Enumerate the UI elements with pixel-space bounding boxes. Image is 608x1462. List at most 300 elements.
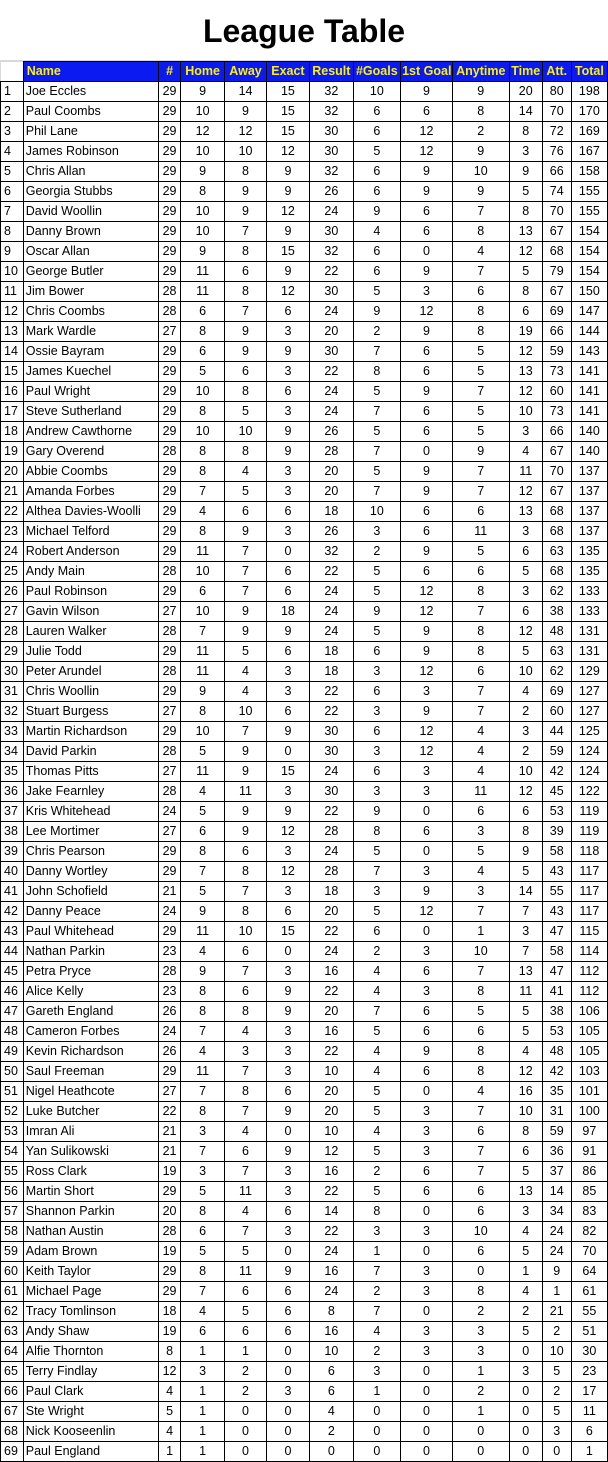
cell-row-number[interactable]: 26 — [1, 582, 24, 602]
cell-row-number[interactable]: 16 — [1, 382, 24, 402]
cell-attendance[interactable]: 53 — [542, 802, 571, 822]
cell-goals[interactable]: 6 — [353, 262, 401, 282]
cell-anytime[interactable]: 0 — [452, 1442, 509, 1462]
cell-first-goal[interactable]: 9 — [401, 82, 453, 102]
cell-attendance[interactable]: 38 — [542, 1002, 571, 1022]
table-row[interactable] — [1, 842, 608, 862]
cell-away[interactable]: 7 — [225, 542, 266, 562]
cell-played[interactable]: 28 — [159, 442, 181, 462]
cell-total[interactable]: 140 — [571, 442, 607, 462]
cell-first-goal[interactable]: 6 — [401, 962, 453, 982]
cell-time[interactable]: 8 — [509, 282, 542, 302]
cell-row-number[interactable]: 24 — [1, 542, 24, 562]
cell-attendance[interactable]: 62 — [542, 662, 571, 682]
cell-total[interactable]: 119 — [571, 822, 607, 842]
cell-home[interactable]: 5 — [180, 1242, 224, 1262]
cell-row-number[interactable]: 42 — [1, 902, 24, 922]
cell-attendance[interactable]: 59 — [542, 342, 571, 362]
cell-total[interactable]: 114 — [571, 942, 607, 962]
cell-first-goal[interactable]: 3 — [401, 1322, 453, 1342]
table-row[interactable] — [1, 82, 608, 102]
cell-home[interactable]: 11 — [180, 642, 224, 662]
cell-first-goal[interactable]: 0 — [401, 1442, 453, 1462]
cell-time[interactable]: 5 — [509, 1022, 542, 1042]
cell-time[interactable]: 6 — [509, 602, 542, 622]
cell-played[interactable]: 28 — [159, 622, 181, 642]
cell-exact[interactable]: 6 — [266, 1302, 309, 1322]
cell-total[interactable]: 51 — [571, 1322, 607, 1342]
cell-player-name[interactable]: Steve Sutherland — [23, 402, 158, 422]
cell-time[interactable]: 10 — [509, 402, 542, 422]
cell-row-number[interactable]: 56 — [1, 1182, 24, 1202]
cell-result[interactable]: 22 — [310, 702, 353, 722]
cell-result[interactable]: 16 — [310, 1262, 353, 1282]
cell-first-goal[interactable]: 0 — [401, 1422, 453, 1442]
cell-played[interactable]: 21 — [159, 1142, 181, 1162]
cell-player-name[interactable]: Paul Coombs — [23, 102, 158, 122]
cell-player-name[interactable]: Paul Whitehead — [23, 922, 158, 942]
cell-away[interactable]: 10 — [225, 142, 266, 162]
cell-result[interactable]: 28 — [310, 862, 353, 882]
cell-away[interactable]: 8 — [225, 162, 266, 182]
cell-exact[interactable]: 0 — [266, 1442, 309, 1462]
cell-anytime[interactable]: 9 — [452, 82, 509, 102]
cell-result[interactable]: 28 — [310, 822, 353, 842]
cell-anytime[interactable]: 4 — [452, 1082, 509, 1102]
cell-first-goal[interactable]: 6 — [401, 1182, 453, 1202]
cell-first-goal[interactable]: 9 — [401, 702, 453, 722]
cell-home[interactable]: 7 — [180, 482, 224, 502]
cell-home[interactable]: 6 — [180, 1222, 224, 1242]
cell-first-goal[interactable]: 6 — [401, 222, 453, 242]
cell-player-name[interactable]: Andy Main — [23, 562, 158, 582]
cell-row-number[interactable]: 40 — [1, 862, 24, 882]
cell-goals[interactable]: 7 — [353, 342, 401, 362]
cell-attendance[interactable]: 42 — [542, 1062, 571, 1082]
cell-time[interactable]: 3 — [509, 582, 542, 602]
cell-result[interactable]: 20 — [310, 322, 353, 342]
cell-result[interactable]: 18 — [310, 662, 353, 682]
cell-attendance[interactable]: 66 — [542, 422, 571, 442]
cell-time[interactable]: 13 — [509, 222, 542, 242]
cell-attendance[interactable]: 67 — [542, 442, 571, 462]
cell-away[interactable]: 6 — [225, 1282, 266, 1302]
cell-goals[interactable]: 6 — [353, 682, 401, 702]
cell-goals[interactable]: 5 — [353, 382, 401, 402]
cell-away[interactable]: 6 — [225, 1322, 266, 1342]
cell-anytime[interactable]: 3 — [452, 822, 509, 842]
cell-attendance[interactable]: 35 — [542, 1082, 571, 1102]
cell-played[interactable]: 29 — [159, 682, 181, 702]
cell-away[interactable]: 11 — [225, 1262, 266, 1282]
cell-away[interactable]: 7 — [225, 1102, 266, 1122]
cell-goals[interactable]: 6 — [353, 642, 401, 662]
cell-time[interactable]: 13 — [509, 1182, 542, 1202]
table-row[interactable] — [1, 902, 608, 922]
cell-first-goal[interactable]: 6 — [401, 822, 453, 842]
cell-player-name[interactable]: Lauren Walker — [23, 622, 158, 642]
cell-player-name[interactable]: Alfie Thornton — [23, 1342, 158, 1362]
cell-first-goal[interactable]: 9 — [401, 382, 453, 402]
cell-result[interactable]: 22 — [310, 262, 353, 282]
cell-time[interactable]: 0 — [509, 1382, 542, 1402]
cell-away[interactable]: 6 — [225, 842, 266, 862]
cell-goals[interactable]: 6 — [353, 182, 401, 202]
table-row[interactable] — [1, 282, 608, 302]
cell-result[interactable]: 24 — [310, 622, 353, 642]
cell-away[interactable]: 7 — [225, 222, 266, 242]
cell-time[interactable]: 8 — [509, 202, 542, 222]
cell-total[interactable]: 124 — [571, 742, 607, 762]
cell-total[interactable]: 91 — [571, 1142, 607, 1162]
cell-anytime[interactable]: 8 — [452, 302, 509, 322]
cell-first-goal[interactable]: 6 — [401, 402, 453, 422]
cell-player-name[interactable]: Stuart Burgess — [23, 702, 158, 722]
cell-goals[interactable]: 7 — [353, 1002, 401, 1022]
cell-row-number[interactable]: 2 — [1, 102, 24, 122]
cell-result[interactable]: 20 — [310, 462, 353, 482]
cell-goals[interactable]: 0 — [353, 1422, 401, 1442]
cell-goals[interactable]: 6 — [353, 122, 401, 142]
cell-time[interactable]: 9 — [509, 162, 542, 182]
cell-result[interactable]: 12 — [310, 1142, 353, 1162]
cell-result[interactable]: 24 — [310, 582, 353, 602]
cell-total[interactable]: 198 — [571, 82, 607, 102]
cell-anytime[interactable]: 4 — [452, 762, 509, 782]
cell-goals[interactable]: 9 — [353, 802, 401, 822]
cell-time[interactable]: 13 — [509, 502, 542, 522]
table-row[interactable] — [1, 622, 608, 642]
cell-exact[interactable]: 3 — [266, 1022, 309, 1042]
cell-first-goal[interactable]: 9 — [401, 162, 453, 182]
cell-exact[interactable]: 0 — [266, 942, 309, 962]
cell-goals[interactable]: 4 — [353, 1322, 401, 1342]
cell-played[interactable]: 29 — [159, 82, 181, 102]
cell-exact[interactable]: 3 — [266, 462, 309, 482]
cell-home[interactable]: 3 — [180, 1362, 224, 1382]
cell-row-number[interactable]: 57 — [1, 1202, 24, 1222]
cell-time[interactable]: 7 — [509, 942, 542, 962]
cell-attendance[interactable]: 1 — [542, 1282, 571, 1302]
cell-row-number[interactable]: 35 — [1, 762, 24, 782]
cell-exact[interactable]: 6 — [266, 502, 309, 522]
cell-total[interactable]: 112 — [571, 962, 607, 982]
cell-first-goal[interactable]: 3 — [401, 1282, 453, 1302]
cell-first-goal[interactable]: 12 — [401, 742, 453, 762]
cell-home[interactable]: 10 — [180, 382, 224, 402]
cell-total[interactable]: 127 — [571, 702, 607, 722]
cell-result[interactable]: 30 — [310, 122, 353, 142]
cell-time[interactable]: 12 — [509, 1062, 542, 1082]
cell-result[interactable]: 22 — [310, 1042, 353, 1062]
table-row[interactable] — [1, 982, 608, 1002]
cell-away[interactable]: 9 — [225, 202, 266, 222]
cell-goals[interactable]: 3 — [353, 702, 401, 722]
cell-exact[interactable]: 12 — [266, 822, 309, 842]
cell-home[interactable]: 5 — [180, 362, 224, 382]
cell-played[interactable]: 27 — [159, 822, 181, 842]
cell-exact[interactable]: 15 — [266, 762, 309, 782]
table-row[interactable] — [1, 1222, 608, 1242]
cell-anytime[interactable]: 9 — [452, 142, 509, 162]
cell-result[interactable]: 24 — [310, 762, 353, 782]
cell-first-goal[interactable]: 12 — [401, 122, 453, 142]
cell-exact[interactable]: 0 — [266, 1242, 309, 1262]
cell-total[interactable]: 118 — [571, 842, 607, 862]
cell-result[interactable]: 22 — [310, 1222, 353, 1242]
cell-row-number[interactable]: 7 — [1, 202, 24, 222]
cell-first-goal[interactable]: 12 — [401, 902, 453, 922]
cell-result[interactable]: 22 — [310, 1182, 353, 1202]
cell-exact[interactable]: 3 — [266, 362, 309, 382]
cell-total[interactable]: 131 — [571, 622, 607, 642]
cell-attendance[interactable]: 68 — [542, 522, 571, 542]
cell-first-goal[interactable]: 3 — [401, 942, 453, 962]
cell-result[interactable]: 18 — [310, 882, 353, 902]
cell-result[interactable]: 20 — [310, 1002, 353, 1022]
cell-home[interactable]: 6 — [180, 582, 224, 602]
cell-time[interactable]: 10 — [509, 662, 542, 682]
cell-time[interactable]: 11 — [509, 462, 542, 482]
cell-time[interactable]: 19 — [509, 322, 542, 342]
cell-played[interactable]: 27 — [159, 702, 181, 722]
cell-attendance[interactable]: 38 — [542, 602, 571, 622]
cell-result[interactable]: 20 — [310, 902, 353, 922]
cell-exact[interactable]: 15 — [266, 922, 309, 942]
header-name[interactable]: Name — [23, 62, 158, 82]
cell-row-number[interactable]: 9 — [1, 242, 24, 262]
cell-home[interactable]: 7 — [180, 1142, 224, 1162]
cell-goals[interactable]: 5 — [353, 462, 401, 482]
cell-attendance[interactable]: 24 — [542, 1222, 571, 1242]
cell-total[interactable]: 131 — [571, 642, 607, 662]
cell-played[interactable]: 29 — [159, 1282, 181, 1302]
cell-result[interactable]: 24 — [310, 942, 353, 962]
table-row[interactable] — [1, 1022, 608, 1042]
cell-goals[interactable]: 9 — [353, 202, 401, 222]
cell-anytime[interactable]: 8 — [452, 1282, 509, 1302]
cell-player-name[interactable]: Mark Wardle — [23, 322, 158, 342]
cell-home[interactable]: 3 — [180, 1162, 224, 1182]
cell-total[interactable]: 141 — [571, 402, 607, 422]
cell-home[interactable]: 6 — [180, 342, 224, 362]
cell-attendance[interactable]: 0 — [542, 1442, 571, 1462]
cell-attendance[interactable]: 69 — [542, 302, 571, 322]
cell-home[interactable]: 11 — [180, 762, 224, 782]
cell-played[interactable]: 29 — [159, 542, 181, 562]
cell-away[interactable]: 6 — [225, 262, 266, 282]
cell-result[interactable]: 32 — [310, 82, 353, 102]
cell-away[interactable]: 8 — [225, 1002, 266, 1022]
cell-time[interactable]: 5 — [509, 862, 542, 882]
cell-played[interactable]: 19 — [159, 1162, 181, 1182]
cell-first-goal[interactable]: 12 — [401, 722, 453, 742]
cell-exact[interactable]: 3 — [266, 1182, 309, 1202]
cell-goals[interactable]: 10 — [353, 502, 401, 522]
cell-away[interactable]: 8 — [225, 862, 266, 882]
cell-home[interactable]: 8 — [180, 702, 224, 722]
cell-time[interactable]: 12 — [509, 482, 542, 502]
cell-played[interactable]: 29 — [159, 142, 181, 162]
cell-exact[interactable]: 3 — [266, 682, 309, 702]
cell-player-name[interactable]: Kris Whitehead — [23, 802, 158, 822]
cell-result[interactable]: 10 — [310, 1062, 353, 1082]
cell-player-name[interactable]: Martin Short — [23, 1182, 158, 1202]
cell-goals[interactable]: 6 — [353, 762, 401, 782]
cell-goals[interactable]: 3 — [353, 1222, 401, 1242]
cell-anytime[interactable]: 6 — [452, 1202, 509, 1222]
cell-away[interactable]: 2 — [225, 1362, 266, 1382]
cell-player-name[interactable]: Thomas Pitts — [23, 762, 158, 782]
cell-goals[interactable]: 6 — [353, 922, 401, 942]
cell-exact[interactable]: 6 — [266, 642, 309, 662]
cell-row-number[interactable]: 37 — [1, 802, 24, 822]
cell-home[interactable]: 7 — [180, 1022, 224, 1042]
cell-first-goal[interactable]: 3 — [401, 1122, 453, 1142]
cell-time[interactable]: 4 — [509, 1222, 542, 1242]
cell-played[interactable]: 28 — [159, 742, 181, 762]
cell-total[interactable]: 119 — [571, 802, 607, 822]
cell-attendance[interactable]: 42 — [542, 762, 571, 782]
cell-result[interactable]: 26 — [310, 182, 353, 202]
cell-played[interactable]: 29 — [159, 502, 181, 522]
cell-row-number[interactable]: 62 — [1, 1302, 24, 1322]
cell-away[interactable]: 6 — [225, 362, 266, 382]
cell-away[interactable]: 7 — [225, 302, 266, 322]
cell-played[interactable]: 29 — [159, 122, 181, 142]
cell-time[interactable]: 12 — [509, 782, 542, 802]
cell-result[interactable]: 22 — [310, 982, 353, 1002]
header-anytime[interactable]: Anytime — [452, 62, 509, 82]
cell-goals[interactable]: 6 — [353, 242, 401, 262]
cell-total[interactable]: 117 — [571, 862, 607, 882]
cell-time[interactable]: 20 — [509, 82, 542, 102]
table-row[interactable] — [1, 1042, 608, 1062]
cell-time[interactable]: 11 — [509, 982, 542, 1002]
cell-row-number[interactable]: 64 — [1, 1342, 24, 1362]
cell-total[interactable]: 117 — [571, 882, 607, 902]
cell-anytime[interactable]: 4 — [452, 242, 509, 262]
cell-home[interactable]: 8 — [180, 1002, 224, 1022]
cell-first-goal[interactable]: 3 — [401, 1222, 453, 1242]
cell-exact[interactable]: 9 — [266, 982, 309, 1002]
table-row[interactable] — [1, 562, 608, 582]
cell-played[interactable]: 28 — [159, 282, 181, 302]
cell-row-number[interactable]: 11 — [1, 282, 24, 302]
cell-home[interactable]: 5 — [180, 742, 224, 762]
cell-player-name[interactable]: Ossie Bayram — [23, 342, 158, 362]
table-row[interactable] — [1, 662, 608, 682]
cell-home[interactable]: 8 — [180, 402, 224, 422]
cell-exact[interactable]: 3 — [266, 1042, 309, 1062]
cell-time[interactable]: 0 — [509, 1342, 542, 1362]
cell-played[interactable]: 12 — [159, 1362, 181, 1382]
cell-anytime[interactable]: 8 — [452, 1042, 509, 1062]
cell-attendance[interactable]: 45 — [542, 782, 571, 802]
cell-total[interactable]: 135 — [571, 562, 607, 582]
cell-home[interactable]: 8 — [180, 1202, 224, 1222]
cell-row-number[interactable]: 13 — [1, 322, 24, 342]
header-played[interactable]: # — [159, 62, 181, 82]
cell-away[interactable]: 2 — [225, 1382, 266, 1402]
cell-home[interactable]: 1 — [180, 1422, 224, 1442]
table-row[interactable] — [1, 262, 608, 282]
header-first-goal[interactable]: 1st Goal — [401, 62, 453, 82]
cell-attendance[interactable]: 62 — [542, 582, 571, 602]
cell-first-goal[interactable]: 0 — [401, 442, 453, 462]
cell-attendance[interactable]: 58 — [542, 942, 571, 962]
table-row[interactable] — [1, 1182, 608, 1202]
cell-result[interactable]: 22 — [310, 562, 353, 582]
cell-first-goal[interactable]: 9 — [401, 882, 453, 902]
cell-total[interactable]: 6 — [571, 1422, 607, 1442]
cell-row-number[interactable]: 18 — [1, 422, 24, 442]
cell-played[interactable]: 29 — [159, 202, 181, 222]
cell-time[interactable]: 6 — [509, 802, 542, 822]
cell-result[interactable]: 16 — [310, 962, 353, 982]
table-row[interactable] — [1, 1422, 608, 1442]
table-row[interactable] — [1, 522, 608, 542]
cell-anytime[interactable]: 10 — [452, 942, 509, 962]
cell-away[interactable]: 5 — [225, 642, 266, 662]
cell-goals[interactable]: 5 — [353, 562, 401, 582]
header-home[interactable]: Home — [180, 62, 224, 82]
cell-anytime[interactable]: 8 — [452, 102, 509, 122]
cell-attendance[interactable]: 5 — [542, 1362, 571, 1382]
cell-first-goal[interactable]: 9 — [401, 482, 453, 502]
cell-first-goal[interactable]: 0 — [401, 242, 453, 262]
table-row[interactable] — [1, 162, 608, 182]
cell-goals[interactable]: 7 — [353, 1302, 401, 1322]
cell-player-name[interactable]: Petra Pryce — [23, 962, 158, 982]
cell-time[interactable]: 12 — [509, 382, 542, 402]
cell-player-name[interactable]: Martin Richardson — [23, 722, 158, 742]
cell-anytime[interactable]: 4 — [452, 742, 509, 762]
cell-result[interactable]: 8 — [310, 1302, 353, 1322]
cell-time[interactable]: 13 — [509, 962, 542, 982]
cell-player-name[interactable]: Paul Clark — [23, 1382, 158, 1402]
cell-total[interactable]: 127 — [571, 682, 607, 702]
table-row[interactable] — [1, 822, 608, 842]
header-goals[interactable]: #Goals — [353, 62, 401, 82]
cell-total[interactable]: 137 — [571, 462, 607, 482]
cell-player-name[interactable]: Chris Allan — [23, 162, 158, 182]
cell-time[interactable]: 3 — [509, 1362, 542, 1382]
table-row[interactable] — [1, 302, 608, 322]
cell-player-name[interactable]: Gareth England — [23, 1002, 158, 1022]
table-row[interactable] — [1, 1142, 608, 1162]
cell-goals[interactable]: 5 — [353, 422, 401, 442]
header-result[interactable]: Result — [310, 62, 353, 82]
table-row[interactable] — [1, 342, 608, 362]
cell-home[interactable]: 10 — [180, 562, 224, 582]
cell-played[interactable]: 21 — [159, 1122, 181, 1142]
table-row[interactable] — [1, 382, 608, 402]
cell-played[interactable]: 29 — [159, 1182, 181, 1202]
table-row[interactable] — [1, 1382, 608, 1402]
cell-total[interactable]: 85 — [571, 1182, 607, 1202]
cell-exact[interactable]: 9 — [266, 162, 309, 182]
cell-goals[interactable]: 9 — [353, 602, 401, 622]
cell-home[interactable]: 4 — [180, 1302, 224, 1322]
cell-anytime[interactable]: 4 — [452, 722, 509, 742]
cell-anytime[interactable]: 7 — [452, 682, 509, 702]
cell-time[interactable]: 14 — [509, 882, 542, 902]
cell-played[interactable]: 29 — [159, 862, 181, 882]
cell-result[interactable]: 30 — [310, 342, 353, 362]
cell-goals[interactable]: 8 — [353, 822, 401, 842]
cell-played[interactable]: 29 — [159, 162, 181, 182]
